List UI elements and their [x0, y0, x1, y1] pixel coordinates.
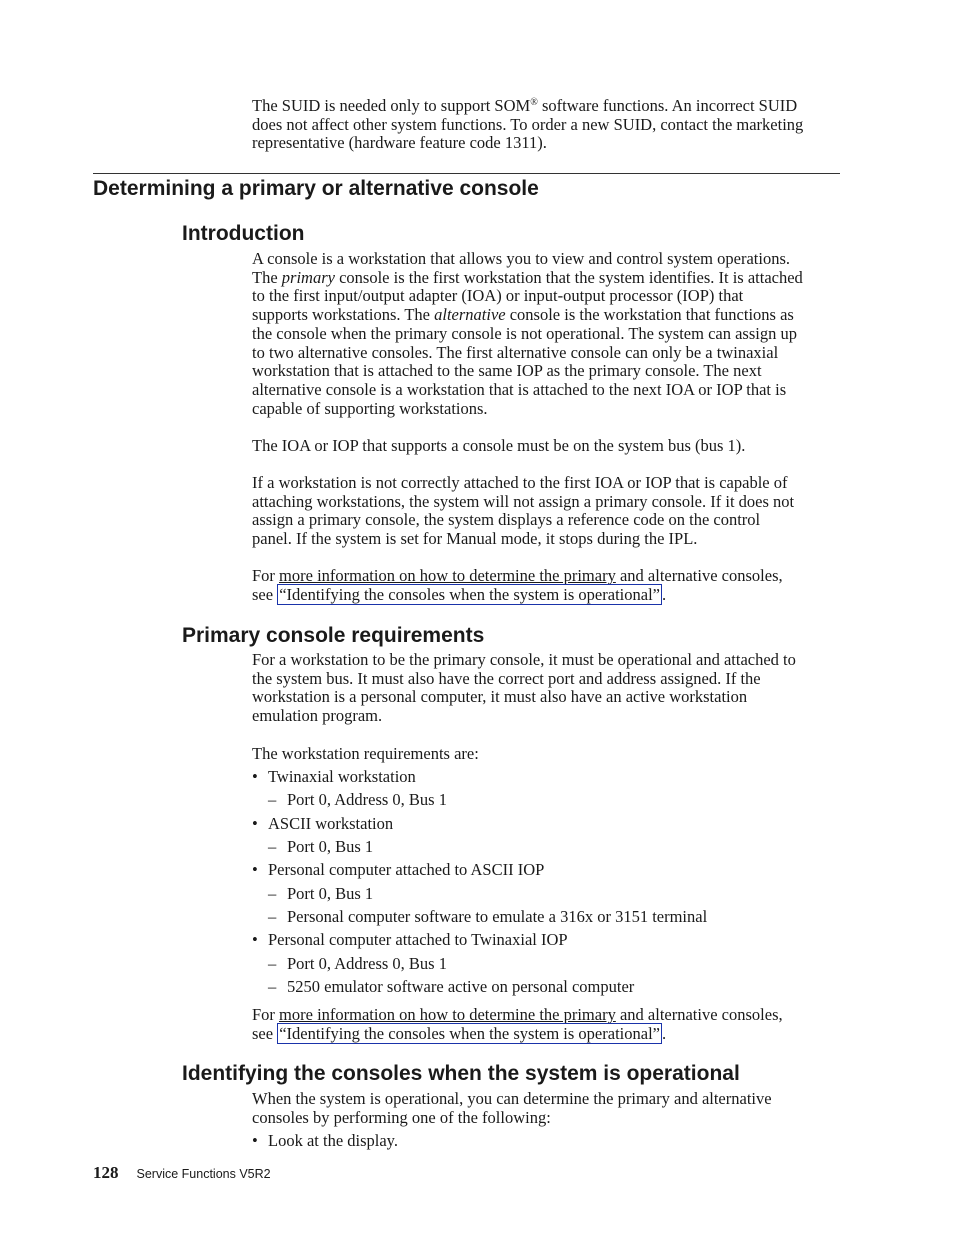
list-item-label: Personal computer attached to ASCII IOP	[268, 860, 545, 879]
sub-list-item	[268, 955, 844, 974]
dash-glyph: –	[268, 790, 277, 809]
text-fragment: For	[252, 566, 280, 585]
introduction-paragraph-2: The IOA or IOP that supports a console must be on the system bus (bus 1).	[252, 436, 746, 455]
identifying-paragraph	[252, 1090, 844, 1127]
text-fragment: software functions. An incorrect SUID	[537, 96, 798, 115]
text-fragment: console is the workstation that functions as	[505, 305, 794, 325]
text-line: alternative console is a workstation that is attached to the next IOA or IOP that is	[252, 379, 787, 399]
primary-requirements-paragraph-2	[252, 1006, 844, 1043]
dash-glyph: –	[268, 907, 277, 926]
text-line: the console when the primary console is not operational. The system can assign up	[252, 323, 797, 343]
text-fragment: For	[252, 1005, 280, 1024]
book-title: Service Functions V5R2	[136, 1167, 271, 1181]
text-line: assign a primary console, the system displays a reference code on the control	[252, 510, 761, 530]
dash-glyph: –	[268, 884, 277, 903]
bullet-glyph: •	[252, 860, 258, 879]
text-line: workstation that is attached to the same IOP as the primary console. The next	[252, 361, 762, 381]
text-line: For a workstation to be the primary console, it must be operational and attached to	[252, 650, 796, 669]
primary-term: primary	[281, 267, 335, 287]
intro-paragraph	[252, 97, 844, 153]
text-line: If a workstation is not correctly attached to the first IOA or IOP that is capable of	[252, 473, 788, 492]
bullet-glyph: •	[252, 930, 258, 949]
text-fragment: The SUID is needed only to support SOM	[252, 96, 531, 115]
identifying-consoles-link[interactable]: “Identifying the consoles when the system is operational”	[279, 584, 660, 604]
bullet-glyph: •	[252, 767, 258, 786]
text-line: to the first input/output adapter (IOA) or input-output processor (IOP) that	[252, 286, 744, 306]
primary-requirements-heading: Primary console requirements	[182, 624, 485, 647]
text-line: consoles by performing one of the following:	[252, 1107, 551, 1127]
text-fragment: .	[661, 1023, 667, 1043]
registered-mark: ®	[530, 97, 538, 108]
list-item	[252, 768, 844, 787]
text-line: to two alternative consoles. The first alternative console can only be a twinaxial	[252, 342, 779, 362]
text-line: panel. If the system is set for Manual mode, it stops during the IPL.	[252, 529, 698, 549]
list-item-label: Look at the display.	[268, 1131, 398, 1150]
alternative-term: alternative	[434, 305, 506, 325]
text-line: attaching workstations, the system will not assign a primary console. If it does not	[252, 491, 795, 511]
sub-list-item	[268, 885, 844, 904]
list-item-label: ASCII workstation	[268, 814, 394, 833]
list-item	[252, 815, 844, 834]
list-item-label: Twinaxial workstation	[268, 767, 416, 786]
primary-requirements-paragraph	[252, 651, 844, 726]
text-fragment: see	[252, 584, 278, 604]
text-fragment: The	[252, 267, 282, 287]
more-info-link-text[interactable]: more information on how to determine the primary	[279, 566, 616, 585]
text-fragment: console is the first workstation that the system identifies. It is attached	[334, 267, 803, 287]
text-line: emulation program.	[252, 706, 383, 726]
list-item	[252, 931, 844, 950]
bullet-glyph: •	[252, 1131, 258, 1150]
introduction-heading: Introduction	[182, 222, 305, 245]
requirements-list-intro: The workstation requirements are:	[252, 744, 479, 763]
list-item	[252, 1132, 844, 1151]
text-line: the system bus. It must also have the correct port and address assigned. If the	[252, 668, 761, 688]
dash-glyph: –	[268, 977, 277, 996]
sub-list-item	[268, 978, 844, 997]
text-line: capable of supporting workstations.	[252, 398, 488, 418]
dash-glyph: –	[268, 837, 277, 856]
sub-list-item-label: Port 0, Address 0, Bus 1	[287, 954, 447, 973]
identifying-heading: Identifying the consoles when the system is operational	[182, 1062, 740, 1085]
identifying-consoles-link[interactable]: “Identifying the consoles when the system is operational”	[279, 1023, 660, 1043]
text-fragment: supports workstations. The	[252, 305, 435, 325]
section-divider	[93, 173, 840, 174]
section-title: Determining a primary or alternative console	[93, 177, 539, 200]
sub-list-item	[268, 838, 844, 857]
text-line: representative (hardware feature code 1311).	[252, 133, 547, 153]
list-item	[252, 861, 844, 880]
text-fragment: see	[252, 1023, 278, 1043]
text-fragment: and alternative consoles,	[615, 566, 783, 585]
text-fragment: and alternative consoles,	[615, 1005, 783, 1024]
text-line: does not affect other system functions. To order a new SUID, contact the marketing	[252, 114, 804, 134]
text-line: A console is a workstation that allows you to view and control system operations.	[252, 249, 790, 268]
sub-list-item-label: Port 0, Bus 1	[287, 884, 374, 903]
introduction-paragraph-1	[252, 250, 844, 418]
more-info-link-text[interactable]: more information on how to determine the primary	[279, 1005, 616, 1024]
sub-list-item-label: Personal computer software to emulate a 316x or 3151 terminal	[287, 907, 708, 926]
dash-glyph: –	[268, 954, 277, 973]
sub-list-item-label: Port 0, Address 0, Bus 1	[287, 790, 447, 809]
sub-list-item	[268, 791, 844, 810]
text-line: When the system is operational, you can determine the primary and alternative	[252, 1089, 772, 1108]
page-number: 128	[93, 1163, 119, 1182]
sub-list-item-label: 5250 emulator software active on personal computer	[287, 977, 635, 996]
page-footer	[93, 1163, 271, 1183]
list-item-label: Personal computer attached to Twinaxial IOP	[268, 930, 568, 949]
introduction-paragraph-3	[252, 474, 844, 549]
sub-list-item-label: Port 0, Bus 1	[287, 837, 374, 856]
text-fragment: .	[661, 584, 667, 604]
bullet-glyph: •	[252, 814, 258, 833]
sub-list-item	[268, 908, 844, 927]
text-line: workstation is a personal computer, it must also have an active workstation	[252, 687, 748, 707]
introduction-paragraph-4	[252, 567, 844, 604]
